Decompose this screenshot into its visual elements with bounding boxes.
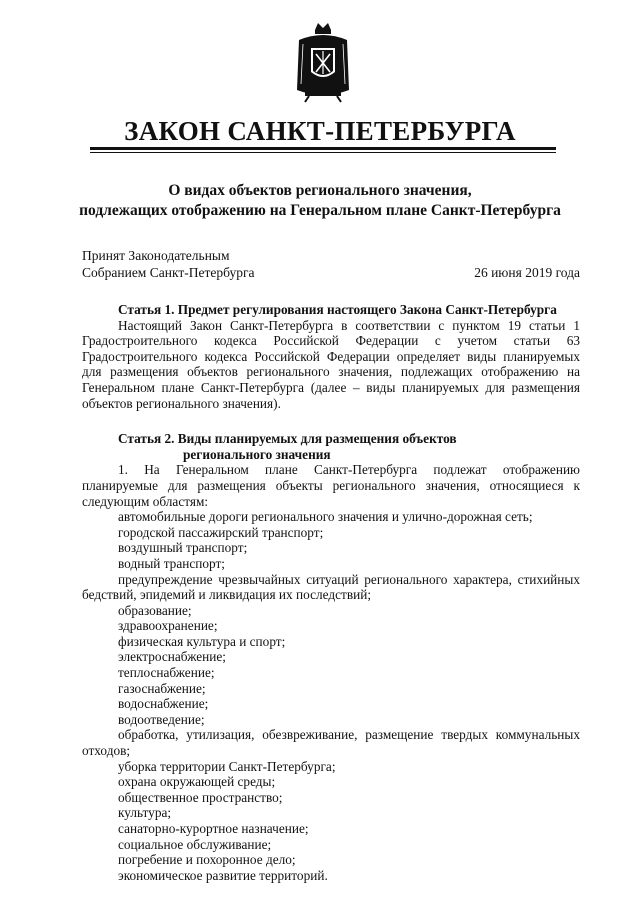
list-item: водоснабжение; [118, 696, 209, 712]
list-item: общественное пространство; [118, 789, 283, 805]
adoption-date: 26 июня 2019 года [474, 265, 580, 280]
list-item: городской пассажирский транспорт; [118, 524, 324, 540]
list-item: водоотведение; [118, 711, 205, 727]
subtitle-line-1: О видах объектов регионального значения, [168, 182, 472, 199]
list-item: водный транспорт; [118, 555, 225, 571]
st-petersburg-coat-of-arms-icon [293, 20, 353, 104]
article-2-intro: 1. На Генеральном плане Санкт-Петербурга подлежат отображению планируемые для размещения объекты регионального значения, относящиеся к следующим областям: [82, 462, 580, 509]
list-item: предупреждение чрезвычайных ситуаций регионального характера, стихийных бедствий, эпидемий и ликвидация их последствий; [82, 571, 580, 603]
document-subtitle [0, 181, 640, 221]
list-item: социальное обслуживание; [118, 836, 272, 852]
list-item: погребение и похоронное дело; [118, 852, 296, 868]
law-body [82, 302, 580, 883]
list-item: теплоснабжение; [118, 665, 215, 681]
spacer [82, 411, 580, 431]
list-item: воздушный транспорт; [118, 540, 248, 556]
title-rule-thin [90, 152, 556, 153]
list-item: обработка, утилизация, обезвреживание, размещение твердых коммунальных отходов; [82, 727, 580, 759]
list-item: газоснабжение; [118, 680, 206, 696]
list-item: физическая культура и спорт; [118, 633, 286, 649]
article-1-text: Настоящий Закон Санкт-Петербурга в соответствии с пунктом 19 статьи 1 Градостроительного кодекса Российской Федерации с учетом статьи 63 Градостроительного кодекса Российской Федерации определяет виды планируемых для размещения объектов регионального значения, подлежащих отображению на Генеральном плане Санкт-Петербурга (далее – виды планируемых для размещения объектов регионального значения). [82, 317, 580, 411]
article-2-heading-line-1: Статья 2. Виды планируемых для размещения объектов [118, 431, 457, 447]
list-item: образование; [118, 602, 192, 618]
title-rule-thick [90, 147, 556, 150]
adoption-info [82, 247, 255, 281]
list-item: санаторно-курортное назначение; [118, 821, 309, 836]
list-item: уборка территории Санкт-Петербурга; [118, 758, 336, 774]
adoption-line-2: Собранием Санкт-Петербурга [82, 265, 255, 280]
subtitle-line-2: подлежащих отображению на Генеральном плане Санкт-Петербурга [79, 202, 561, 219]
list-item: электроснабжение; [118, 649, 226, 665]
law-title: ЗАКОН САНКТ-ПЕТЕРБУРГА [124, 116, 516, 146]
article-1-heading: Статья 1. Предмет регулирования настоящего Закона Санкт-Петербурга [118, 302, 557, 317]
list-item: экономическое развитие территорий. [118, 867, 328, 883]
article-2-heading-line-2: регионального значения [183, 446, 331, 462]
list-item: культура; [118, 805, 172, 821]
list-item: здравоохранение; [118, 618, 218, 634]
list-item: охрана окружающей среды; [118, 774, 276, 790]
adoption-line-1: Принят Законодательным [82, 248, 230, 263]
list-item: автомобильные дороги регионального значения и улично-дорожная сеть; [118, 509, 533, 525]
area-list [82, 509, 580, 883]
